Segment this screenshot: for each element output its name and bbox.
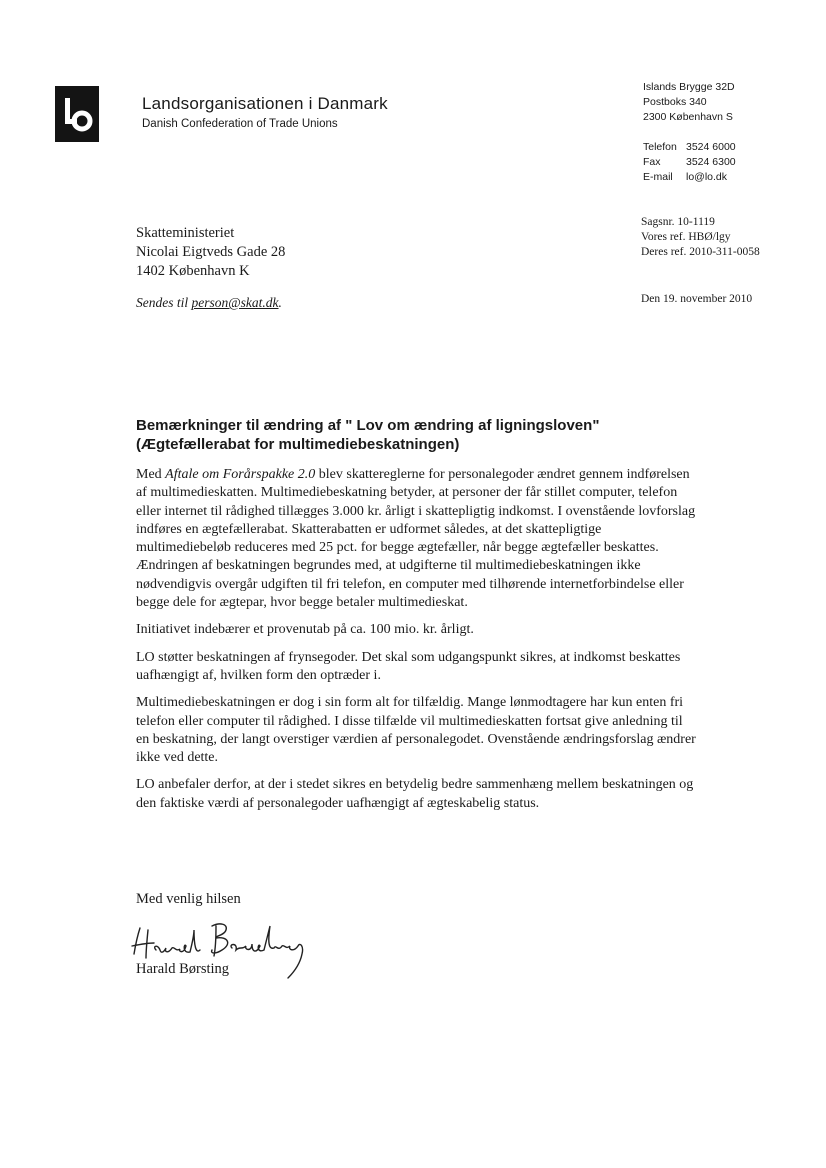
sent-to-email-link[interactable]: person@skat.dk [191, 295, 279, 310]
agreement-title: Aftale om Forårspakke 2.0 [165, 467, 316, 482]
your-reference: Deres ref. 2010-311-0058 [641, 246, 760, 258]
closing-greeting: Med venlig hilsen [136, 891, 241, 907]
address-line: Postboks 340 [643, 96, 707, 108]
p1-prefix: Med [136, 467, 166, 482]
org-subtitle: Danish Confederation of Trade Unions [142, 118, 338, 130]
contact-block [643, 80, 736, 185]
body-paragraph-2: Initiativet indebærer et provenutab på ca. 100 mio. kr. årligt. [136, 622, 474, 638]
sent-to-line [136, 295, 282, 311]
sent-to-suffix: . [278, 295, 282, 310]
body-paragraph-3: LO støtter beskatningen af frynsegoder. Det skal som udgangspunkt sikres, at indkomst beskattes uafhængigt af, hvilken form den optræder i. [136, 649, 681, 683]
recipient-line: Skatteministeriet [136, 225, 235, 241]
letter-heading [136, 416, 696, 454]
email-row [643, 170, 736, 185]
heading-line-1: Bemærkninger til ændring af " Lov om ændring af ligningsloven" [136, 417, 600, 434]
phone-label: Telefon [643, 141, 677, 153]
case-number: Sagsnr. 10-1119 [641, 216, 715, 228]
sent-to-prefix: Sendes til [136, 295, 192, 310]
body-paragraph-5: LO anbefaler derfor, at der i stedet sikres en betydelig bedre sammenhæng mellem beskatningen og den faktiske værdi af personalegoder uafhængigt af ægteskabelig status. [136, 777, 694, 811]
address-line: 2300 København S [643, 111, 733, 123]
heading-line-2: (Ægtefællerabat for multimediebeskatningen) [136, 436, 460, 453]
fax-label: Fax [643, 156, 661, 168]
phone-value: 3524 6000 [686, 141, 736, 153]
address-line: Islands Brygge 32D [643, 81, 735, 93]
p1-text: blev skattereglerne for personalegoder ændret gennem indførelsen af multimedieskatten. Multimediebeskatning betyder, at personer der får stillet computer, telefon eller internet til rådighed tillægges 3.000 kr. årligt i skattepligtig indkomst. I ovenstående lovforslag indføres en ægtefællerabat. Skatterabatten er udformet således, at det skattepligtige multimediebeløb reduceres med 25 pct. for begge ægtefæller, når begge ægtefæller beskattes. Ændringen af beskatningen begrundes med, at udgifterne til multimediebeskatningen ikke nødvendigvis overgår udgiften til fri telefon, en computer med tilhørende internetforbindelse eller begge dele for ægtepar, hvor begge betaler multimedieskat. [136, 467, 696, 611]
email-value: lo@lo.dk [686, 171, 728, 183]
email-label: E-mail [643, 171, 673, 183]
body-paragraph-4: Multimediebeskatningen er dog i sin form alt for tilfældig. Mange lønmodtagere har kun enten fri telefon eller computer til rådighed. I disse tilfælde vil multimedieskatten fortsat give anledning til en beskatning, der langt overstiger værdien af personalegodet. Ovenstående ændringsforslag ændrer ikke ved dette. [136, 695, 696, 766]
letter-body [136, 466, 696, 822]
recipient-address [136, 224, 285, 281]
org-name: Landsorganisationen i Danmark [142, 94, 388, 113]
recipient-line: 1402 København K [136, 263, 250, 279]
fax-value: 3524 6300 [686, 156, 736, 168]
signer-name: Harald Børsting [136, 961, 230, 977]
our-reference: Vores ref. HBØ/lgy [641, 231, 731, 243]
lo-logo [55, 86, 99, 142]
fax-row [643, 155, 736, 170]
letter-date: Den 19. november 2010 [641, 293, 753, 305]
phone-row [643, 140, 736, 155]
reference-block [641, 215, 760, 260]
body-paragraph-1 [136, 466, 696, 612]
recipient-line: Nicolai Eigtveds Gade 28 [136, 244, 286, 260]
